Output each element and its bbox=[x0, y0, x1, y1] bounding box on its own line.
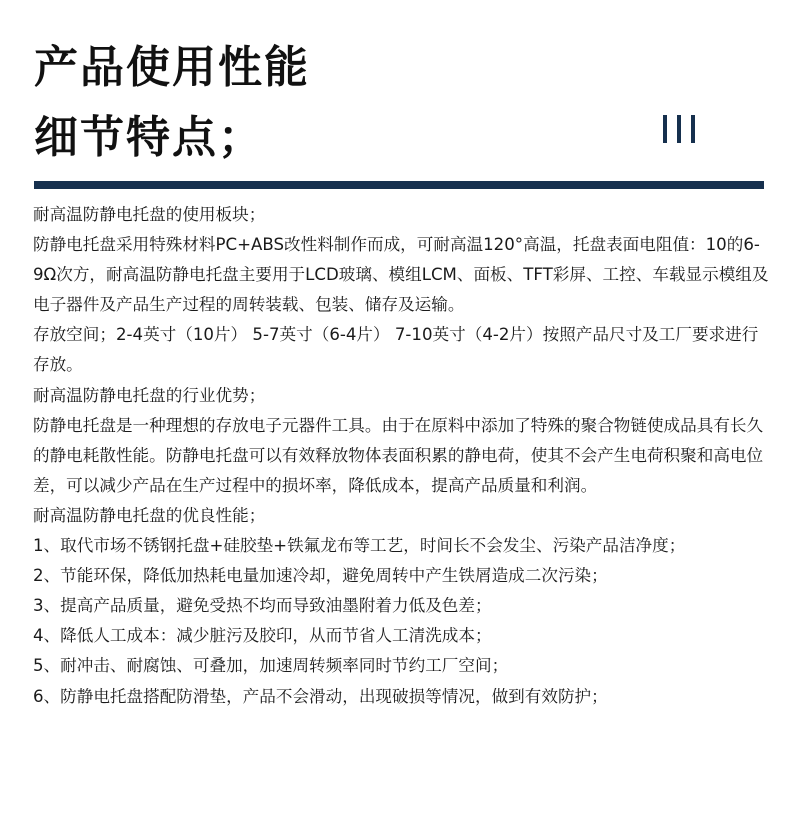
bar-icon-middle bbox=[677, 115, 681, 143]
paragraph-material: 防静电托盘采用特殊材料PC+ABS改性料制作而成，可耐高温120°高温，托盘表面电阻值：10的6-9Ω次方，耐高温防静电托盘主要用于LCD玻璃、模组LCM、面板、TFT彩屏、工控、车载显示模组及电子器件及产品生产过程的周转装载、包装、储存及运输。 bbox=[33, 235, 769, 315]
bar-icon-right bbox=[691, 115, 695, 143]
paragraph-storage: 存放空间；2-4英寸（10片） 5-7英寸（6-4片） 7-10英寸（4-2片）按照产品尺寸及工厂要求进行存放。 bbox=[33, 325, 759, 375]
page-title-line-1: 产品使用性能 bbox=[34, 42, 310, 93]
body-text bbox=[33, 200, 771, 712]
section-heading-properties: 耐高温防静电托盘的优良性能； bbox=[33, 505, 266, 525]
page-title-line-2: 细节特点； bbox=[34, 112, 264, 163]
list-item-3: 3、提高产品质量，避免受热不均而导致油墨附着力低及色差； bbox=[33, 596, 492, 616]
list-item-2: 2、节能环保，降低加热耗电量加速冷却，避免周转中产生铁屑造成二次污染； bbox=[33, 566, 608, 586]
list-item-6: 6、防静电托盘搭配防滑垫，产品不会滑动，出现破损等情况，做到有效防护； bbox=[33, 686, 608, 706]
header-divider bbox=[34, 181, 764, 189]
list-item-5: 5、耐冲击、耐腐蚀、可叠加，加速周转频率同时节约工厂空间； bbox=[33, 656, 509, 676]
header bbox=[0, 0, 790, 200]
bar-icon-left bbox=[663, 115, 667, 143]
section-heading-advantages: 耐高温防静电托盘的行业优势； bbox=[33, 385, 266, 405]
vertical-bars-icon bbox=[663, 115, 703, 143]
section-heading-usage: 耐高温防静电托盘的使用板块； bbox=[33, 205, 266, 224]
list-item-4: 4、降低人工成本：减少脏污及胶印，从而节省人工清洗成本； bbox=[33, 626, 492, 646]
list-item-1: 1、取代市场不锈钢托盘+硅胶垫+铁氟龙布等工艺，时间长不会发尘、污染产品洁净度； bbox=[33, 536, 686, 556]
paragraph-advantages: 防静电托盘是一种理想的存放电子元器件工具。由于在原料中添加了特殊的聚合物链使成品具有长久的静电耗散性能。防静电托盘可以有效释放物体表面积累的静电荷，使其不会产生电荷积聚和高电位差，可以减少产品在生产过程中的损坏率，降低成本，提高产品质量和利润。 bbox=[33, 415, 764, 495]
